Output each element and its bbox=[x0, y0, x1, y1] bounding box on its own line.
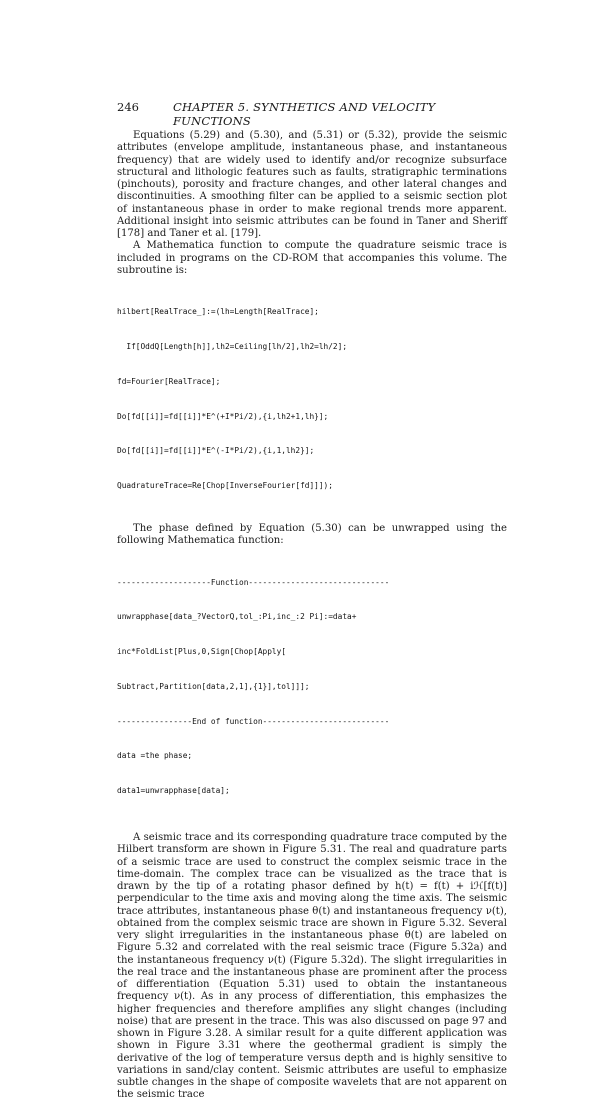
code-line: Do[fd[[i]]=fd[[i]]*E^(-I*Pi/2),{i,1,lh2}]; bbox=[117, 446, 315, 456]
paragraph-unwrap-phase: The phase defined by Equation (5.30) can be unwrapped using the following Mathematica function: bbox=[117, 522, 507, 547]
code-line: unwrapphase[data_?VectorQ,tol_:Pi,inc_:2 Pi]:=data+ bbox=[117, 612, 357, 622]
code-block-hilbert bbox=[117, 283, 507, 515]
code-line: Do[fd[[i]]=fd[[i]]*E^(+I*Pi/2),{i,lh2+1,lh}]; bbox=[117, 411, 329, 421]
paragraph-complex-trace: A seismic trace and its corresponding quadrature trace computed by the Hilbert transform are shown in Figure 5.31. The real and quadrature parts of a seismic trace are used to construct the complex seismic trace in the time-domain. The complex trace can be visualized as the trace that is drawn by the tip of a rotating phasor defined by h(t) = f(t) + iℋ[f(t)] perpendicular to the time axis and moving along the time axis. The seismic trace attributes, instantaneous phase θ(t) and instantaneous frequency ν(t), obtained from the complex seismic trace are shown in Figure 5.32. Several very slight irregularities in the instantaneous phase θ(t) are labeled on Figure 5.32 and correlated with the real seismic trace (Figure 5.32a) and the instantaneous frequency ν(t) (Figure 5.32d). The slight irregularities in the real trace and the instantaneous phase are prominent after the process of differentiation (Equation 5.31) used to obtain the instantaneous frequency ν(t). As in any process of differentiation, this emphasizes the higher frequencies and therefore amplifies any slight changes (including noise) that are present in the trace. This was also discussed on page 97 and shown in Figure 3.28. A similar result for a quite different application was shown in Figure 3.31 where the geothermal gradient is simply the derivative of the log of temperature versus depth and is highly sensitive to variations in sand/clay content. Seismic attributes are useful to emphasize subtle changes in the shape of composite wavelets that are not apparent on the seismic trace bbox=[117, 832, 507, 1101]
code-line: data1=unwrapphase[data]; bbox=[117, 786, 230, 796]
paragraph-quadrature-intro: A Mathematica function to compute the quadrature seismic trace is included in programs on the CD-ROM that accompanies this volume. The subroutine is: bbox=[117, 240, 507, 276]
page-number: 246 bbox=[117, 100, 139, 114]
code-line: data =the phase; bbox=[117, 751, 193, 761]
code-line: Subtract,Partition[data,2,1],{1}],tol]]]; bbox=[117, 681, 310, 691]
code-block-unwrapphase bbox=[117, 553, 507, 820]
code-line: inc*FoldList[Plus,0,Sign[Chop[Apply[ bbox=[117, 647, 286, 657]
paragraph-seismic-attributes: Equations (5.29) and (5.30), and (5.31) or (5.32), provide the seismic attributes (envelope amplitude, instantaneous phase, and instantaneous frequency) that are widely used to identify and/or recognize subsurface structural and lithologic features such as faults, stratigraphic terminations (pinchouts), porosity and fracture changes, and other lateral changes and discontinuities. A smoothing filter can be applied to a seismic section plot of instantaneous phase in order to make regional trends more apparent. Additional insight into seismic attributes can be found in Taner and Sheriff [178] and Taner et al. [179]. bbox=[117, 130, 507, 239]
code-line: --------------------Function------------------------------ bbox=[117, 577, 390, 587]
code-line: hilbert[RealTrace_]:=(lh=Length[RealTrace]; bbox=[117, 307, 319, 317]
body-text bbox=[117, 130, 507, 1102]
running-head: CHAPTER 5. SYNTHETICS AND VELOCITY FUNCTIONS bbox=[173, 100, 436, 128]
code-line: fd=Fourier[RealTrace]; bbox=[117, 376, 221, 386]
code-line: If[OddQ[Length[h]],lh2=Ceiling[lh/2],lh2=lh/2]; bbox=[117, 341, 348, 351]
code-line: QuadratureTrace=Re[Chop[InverseFourier[fd]]]); bbox=[117, 481, 333, 491]
code-line: ----------------End of function--------------------------- bbox=[117, 716, 390, 726]
